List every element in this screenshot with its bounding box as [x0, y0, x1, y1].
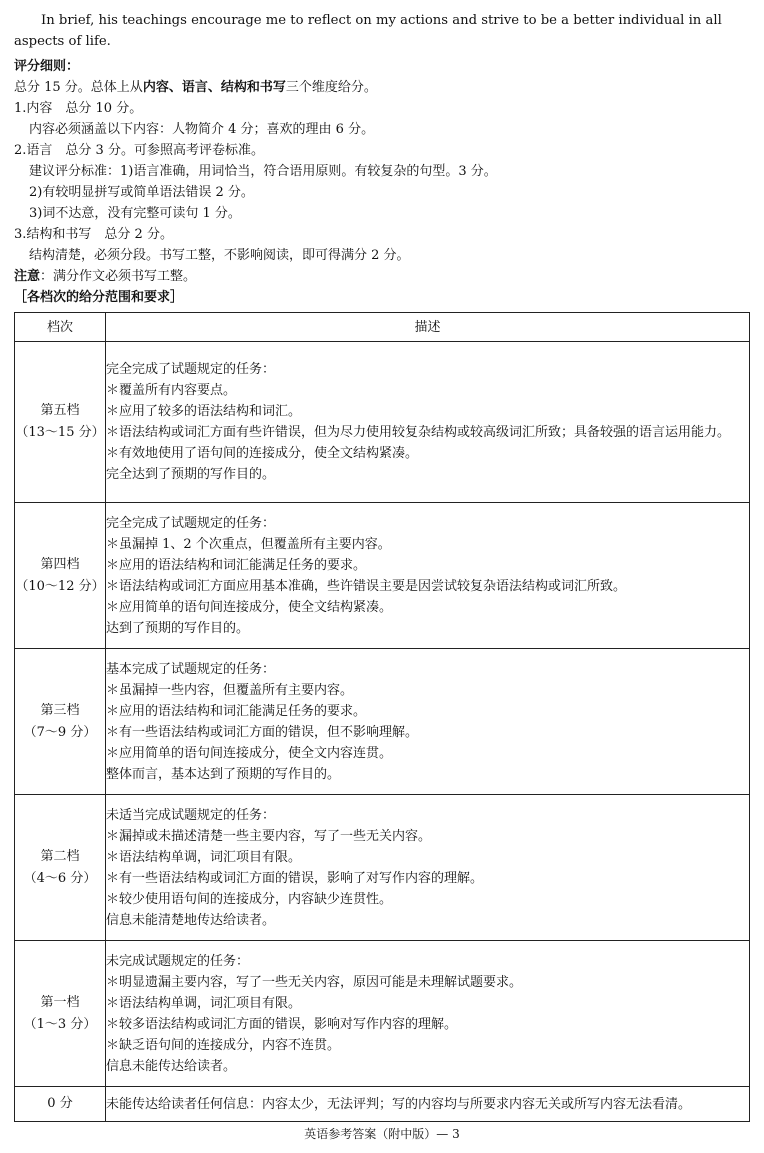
summary-text-end: 三个维度给分。	[285, 80, 377, 95]
desc-line: ＊语法结构或词汇方面有些许错误，但为尽力使用较复杂结构或较高级词汇所致；具备较强的语言运用能力。	[106, 425, 731, 440]
scoring-rules	[14, 56, 754, 308]
table-row	[15, 649, 750, 795]
desc-line: 整体而言，基本达到了预期的写作目的。	[106, 766, 341, 782]
page-footer: 英语参考答案（附中版）— 3	[304, 1127, 460, 1141]
desc-line: ＊语法结构单调，词汇项目有限。	[106, 849, 302, 865]
table-row	[15, 1087, 750, 1122]
desc-line: 达到了预期的写作目的。	[106, 620, 250, 636]
language-criterion-2: 2)有较明显拼写或简单语法错误 2 分。	[29, 185, 254, 200]
desc-line: ＊应用的语法结构和词汇能满足任务的要求。	[106, 557, 367, 573]
content-body: 内容必须涵盖以下内容：人物简介 4 分；喜欢的理由 6 分。	[29, 122, 375, 137]
level-cell	[15, 941, 106, 1087]
level-range: （7～9 分）	[23, 724, 97, 740]
table-row	[15, 342, 750, 503]
language-criterion-1: 建议评分标准：1)语言准确，用词恰当，符合语用原则。有较复杂的句型。3 分。	[29, 164, 497, 179]
desc-line: ＊漏掉或未描述清楚一些主要内容，写了一些无关内容。	[106, 828, 432, 844]
header-description: 描述	[106, 313, 750, 342]
note-text: ：满分作文必须书写工整。	[40, 269, 197, 284]
language-criterion-3: 3)词不达意，没有完整可读句 1 分。	[29, 206, 241, 221]
note	[14, 266, 754, 287]
desc-line: 基本完成了试题规定的任务：	[106, 661, 276, 677]
level-range: （13～15 分）	[15, 425, 105, 440]
desc-line: ＊应用的语法结构和词汇能满足任务的要求。	[106, 703, 367, 719]
desc-line: ＊有一些语法结构或词汇方面的错误，影响了对写作内容的理解。	[106, 870, 484, 886]
desc-line: 未完成试题规定的任务：	[106, 953, 250, 969]
note-label: 注意	[14, 269, 41, 284]
structure-heading: 3.结构和书写 总分 2 分。	[14, 227, 173, 242]
level-cell: 0 分	[15, 1087, 106, 1122]
desc-line: ＊较少使用语句间的连接成分，内容缺少连贯性。	[106, 891, 393, 907]
level-cell	[15, 649, 106, 795]
desc-line: ＊有一些语法结构或词汇方面的错误，但不影响理解。	[106, 724, 419, 740]
desc-line: 完全完成了试题规定的任务：	[106, 515, 276, 531]
table-row	[15, 941, 750, 1087]
rules-summary	[14, 77, 754, 98]
desc-line: ＊应用简单的语句间连接成分，使全文内容连贯。	[106, 745, 393, 761]
desc-line: ＊应用简单的语句间连接成分，使全文结构紧凑。	[106, 599, 393, 615]
table-title: ［各档次的给分范围和要求］	[14, 290, 184, 305]
desc-line: ＊语法结构单调，词汇项目有限。	[106, 995, 302, 1011]
description-cell	[106, 342, 750, 503]
table-header-row	[15, 313, 750, 342]
desc-line: ＊应用了较多的语法结构和词汇。	[106, 404, 302, 419]
desc-line: 未适当完成试题规定的任务：	[106, 807, 276, 823]
table-row	[15, 795, 750, 941]
desc-line: 信息未能清楚地传达给读者。	[106, 912, 276, 928]
level-name: 第五档	[40, 403, 80, 418]
desc-line: ＊语法结构或词汇方面应用基本准确，些许错误主要是因尝试较复杂语法结构或词汇所致。	[106, 578, 627, 594]
level-name: 第二档	[40, 848, 80, 864]
desc-line: 信息未能传达给读者。	[106, 1058, 237, 1074]
desc-line: ＊虽漏掉 1、2 个次重点，但覆盖所有主要内容。	[106, 536, 391, 552]
level-name: 第一档	[40, 994, 80, 1010]
desc-line: ＊有效地使用了语句间的连接成分，使全文结构紧凑。	[106, 446, 419, 461]
summary-dimensions: 内容、语言、结构和书写	[142, 80, 286, 95]
summary-text: 总分 15 分。总体上从	[14, 80, 143, 95]
description-cell	[106, 503, 750, 649]
description-cell	[106, 649, 750, 795]
grading-table	[14, 312, 750, 1122]
rules-title: 评分细则：	[14, 59, 80, 74]
desc-line: ＊虽漏掉一些内容，但覆盖所有主要内容。	[106, 682, 354, 698]
desc-line: 完全完成了试题规定的任务：	[106, 362, 276, 377]
essay-closing-paragraph: In brief, his teachings encourage me to reflect on my actions and strive to be a better individual in all aspects of life.	[14, 13, 722, 49]
level-range: （10～12 分）	[15, 578, 105, 594]
language-heading: 2.语言 总分 3 分。可参照高考评卷标准。	[14, 143, 264, 158]
desc-line: ＊较多语法结构或词汇方面的错误，影响对写作内容的理解。	[106, 1016, 458, 1032]
level-cell	[15, 503, 106, 649]
table-row	[15, 503, 750, 649]
desc-line: ＊明显遗漏主要内容，写了一些无关内容，原因可能是未理解试题要求。	[106, 974, 523, 990]
level-name: 第三档	[40, 702, 80, 718]
level-cell	[15, 342, 106, 503]
content-heading: 1.内容 总分 10 分。	[14, 101, 143, 116]
level-cell	[15, 795, 106, 941]
desc-line: ＊缺乏语句间的连接成分，内容不连贯。	[106, 1037, 341, 1053]
level-range: （1～3 分）	[23, 1016, 97, 1032]
level-name: 第四档	[40, 556, 80, 572]
level-range: （4～6 分）	[23, 870, 97, 886]
desc-line: ＊覆盖所有内容要点。	[106, 383, 237, 398]
desc-line: 完全达到了预期的写作目的。	[106, 467, 276, 482]
header-level: 档次	[15, 313, 106, 342]
description-cell: 未能传达给读者任何信息：内容太少，无法评判；写的内容均与所要求内容无关或所写内容无法看清。	[106, 1087, 750, 1122]
structure-body: 结构清楚，必须分段。书写工整，不影响阅读，即可得满分 2 分。	[29, 248, 410, 263]
description-cell	[106, 941, 750, 1087]
description-cell	[106, 795, 750, 941]
